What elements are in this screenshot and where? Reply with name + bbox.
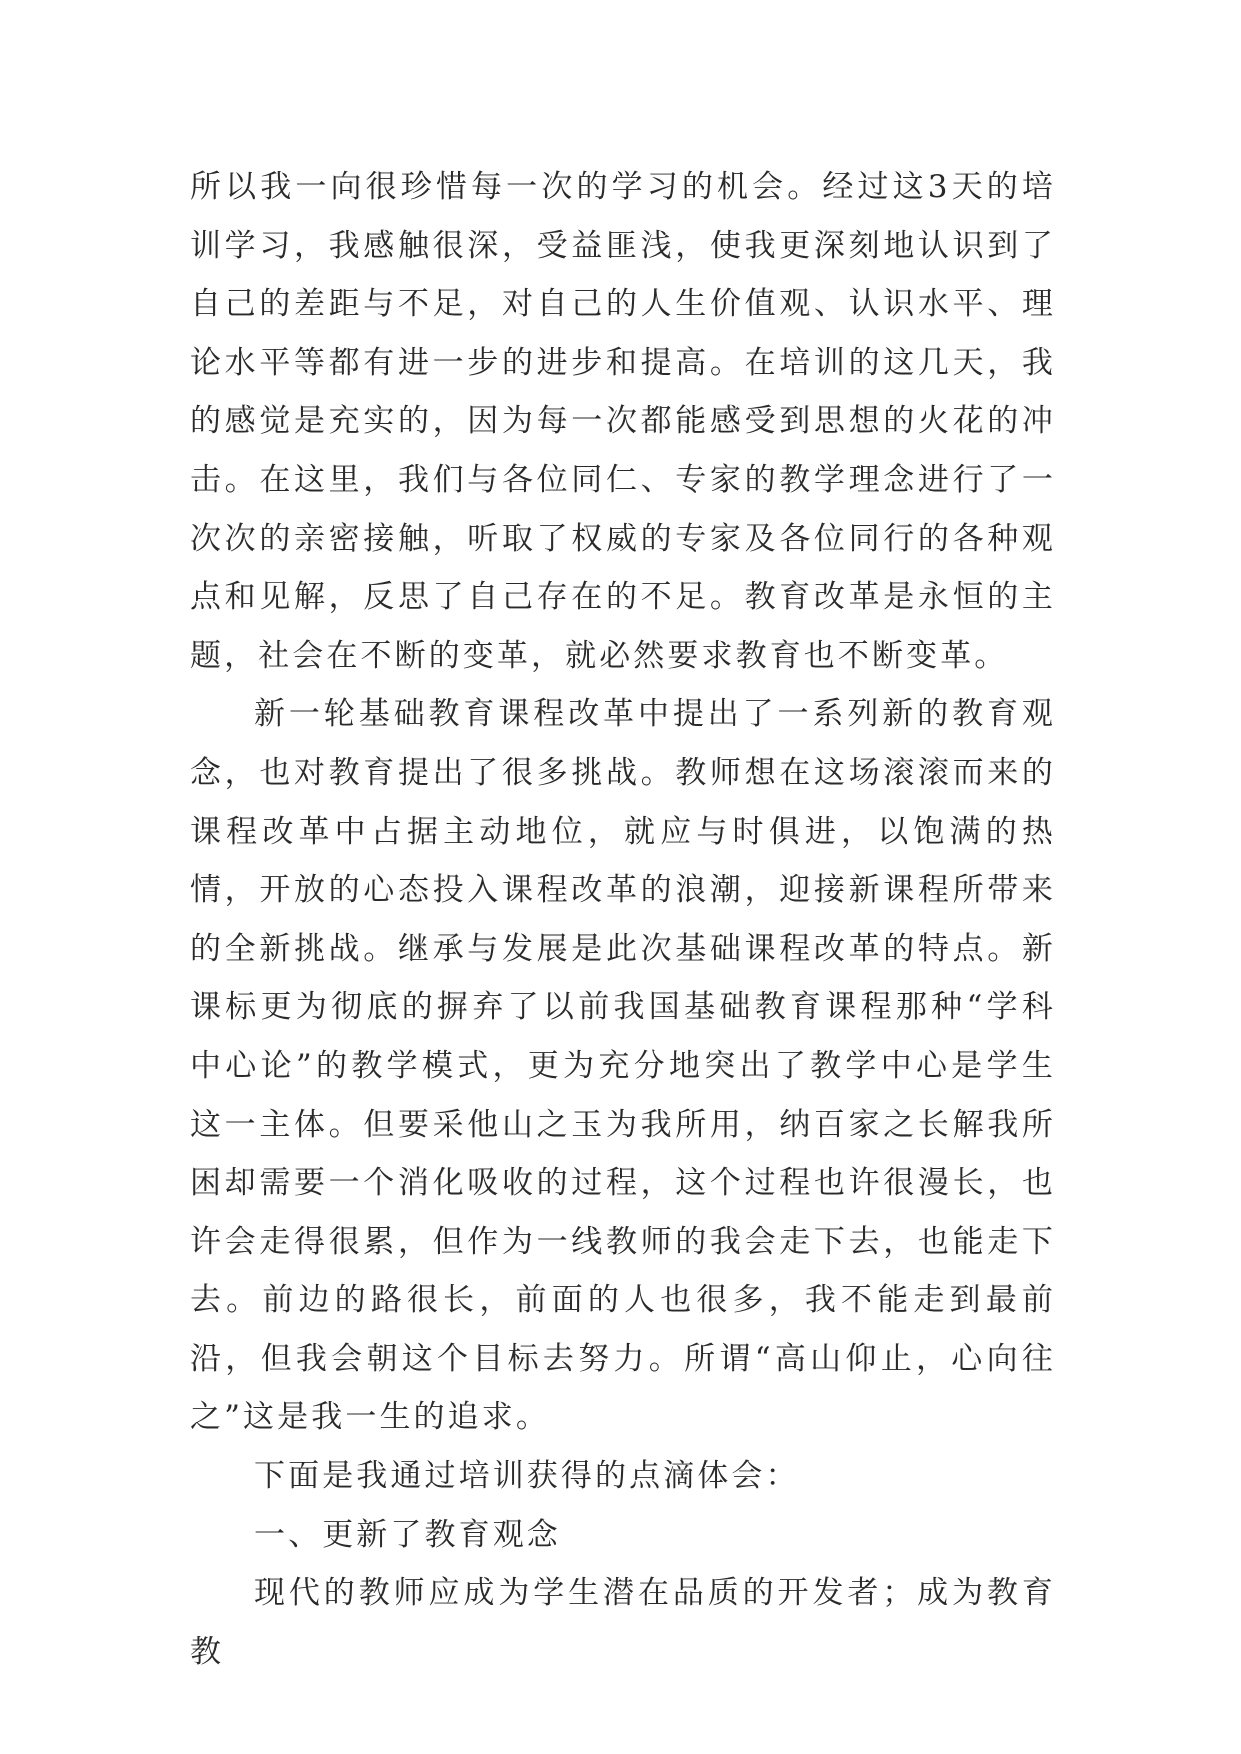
paragraph-4: 现代的教师应成为学生潜在品质的开发者；成为教育教 — [190, 1575, 1056, 1670]
paragraph-1: 所以我一向很珍惜每一次的学习的机会。经过这3天的培训学习，我感触很深，受益匪浅，使我更深刻地认识到了自己的差距与不足，对自己的人生价值观、认识水平、理论水平等都有进一步的进步和提高。在培训的这几天，我的感觉是充实的，因为每一次都能感受到思想的火花的冲击。在这里，我们与各位同仁、专家的教学理念进行了一次次的亲密接触，听取了权威的专家及各位同行的各种观点和见解，反思了自己存在的不足。教育改革是永恒的主题，社会在不断的变革，就必然要求教育也不断变革。 — [190, 169, 1056, 674]
document-body — [190, 158, 1056, 1681]
paragraph-2: 新一轮基础教育课程改革中提出了一系列新的教育观念，也对教育提出了很多挑战。教师想在这场滚滚而来的课程改革中占据主动地位，就应与时俱进，以饱满的热情，开放的心态投入课程改革的浪潮，迎接新课程所带来的全新挑战。继承与发展是此次基础课程改革的特点。新课标更为彻底的摒弃了以前我国基础教育课程那种“学科中心论”的教学模式，更为充分地突出了教学中心是学生这一主体。但要采他山之玉为我所用，纳百家之长解我所困却需要一个消化吸收的过程，这个过程也许很漫长，也许会走得很累，但作为一线教师的我会走下去，也能走下去。前边的路很长，前面的人也很多，我不能走到最前沿，但我会朝这个目标去努力。所谓“高山仰止，心向往之”这是我一生的追求。 — [190, 696, 1056, 1436]
paragraph-3: 下面是我通过培训获得的点滴体会： — [254, 1458, 800, 1495]
section-heading: 一、更新了教育观念 — [254, 1516, 561, 1553]
